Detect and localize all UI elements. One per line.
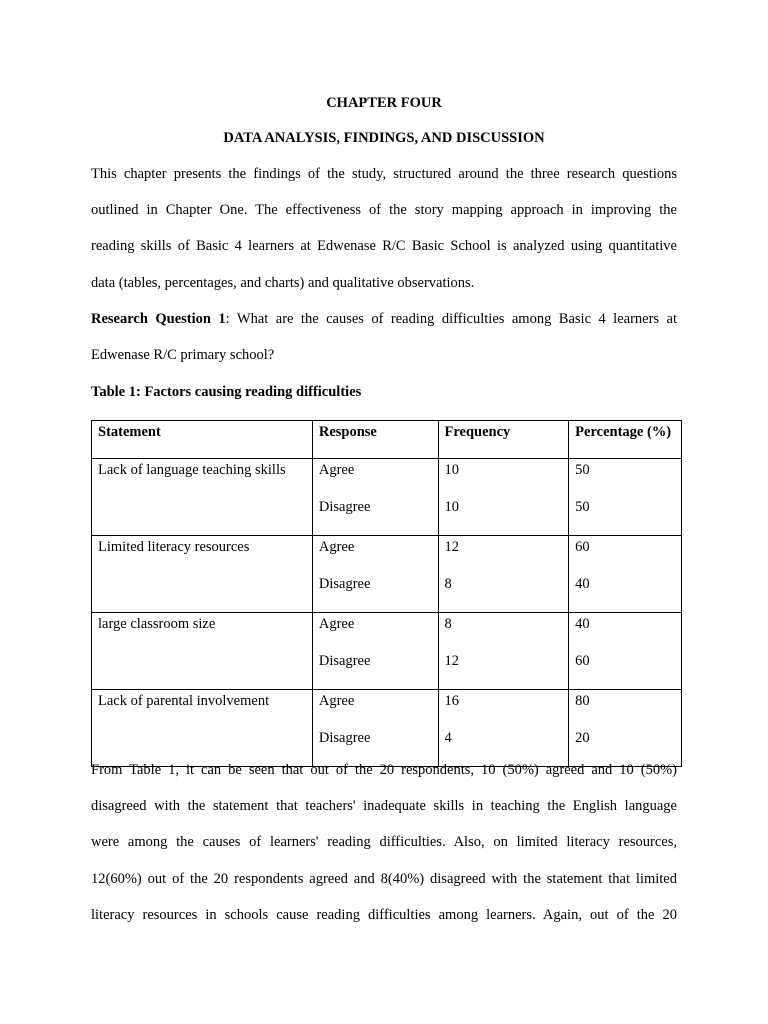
percentage-cell: 80 20 — [569, 690, 682, 767]
discussion-line: disagreed with the statement that teachers' inadequate skills in teaching the English language — [91, 798, 677, 815]
statement-cell: Limited literacy resources — [92, 536, 313, 613]
table-row — [92, 459, 682, 536]
discussion-paragraph — [91, 752, 677, 933]
statement-cell: large classroom size — [92, 613, 313, 690]
column-header-percentage: Percentage (%) — [569, 421, 682, 459]
research-question-text: : What are the causes of reading difficulties among Basic 4 learners at — [225, 311, 677, 327]
percentage-cell: 60 40 — [569, 536, 682, 613]
table-caption: Table 1: Factors causing reading difficulties — [91, 384, 362, 400]
percentage-cell: 40 60 — [569, 613, 682, 690]
intro-line: outlined in Chapter One. The effectiveness of the story mapping approach in improving the — [91, 202, 677, 219]
table-row — [92, 536, 682, 613]
column-header-response: Response — [312, 421, 438, 459]
research-question-label: Research Question 1 — [91, 311, 226, 327]
research-question-line: Edwenase R/C primary school? — [91, 347, 275, 364]
response-cell: Agree Disagree — [312, 690, 438, 767]
frequency-cell: 10 10 — [438, 459, 569, 536]
frequency-cell: 8 12 — [438, 613, 569, 690]
discussion-line: literacy resources in schools cause reading difficulties among learners. Again, out of the 20 — [91, 906, 677, 923]
response-cell: Agree Disagree — [312, 459, 438, 536]
frequency-cell: 16 4 — [438, 690, 569, 767]
chapter-subtitle: DATA ANALYSIS, FINDINGS, AND DISCUSSION — [223, 130, 545, 146]
percentage-cell: 50 50 — [569, 459, 682, 536]
discussion-line: From Table 1, it can be seen that out of the 20 respondents, 10 (50%) agreed and 10 (50%) — [91, 762, 677, 778]
column-header-frequency: Frequency — [438, 421, 569, 459]
research-question-line — [91, 301, 677, 337]
response-cell: Agree Disagree — [312, 536, 438, 613]
statement-cell: Lack of language teaching skills — [92, 459, 313, 536]
discussion-line: were among the causes of learners' reading difficulties. Also, on limited literacy resources, — [91, 834, 677, 851]
statement-cell: Lack of parental involvement — [92, 690, 313, 767]
response-cell: Agree Disagree — [312, 613, 438, 690]
intro-line: data (tables, percentages, and charts) and qualitative observations. — [91, 274, 475, 291]
frequency-cell: 12 8 — [438, 536, 569, 613]
factors-table — [91, 420, 682, 767]
research-question-paragraph — [91, 301, 677, 373]
discussion-line: 12(60%) out of the 20 respondents agreed and 8(40%) disagreed with the statement that limited — [91, 870, 677, 887]
intro-paragraph — [91, 156, 677, 301]
intro-line: This chapter presents the findings of the study, structured around the three research questions — [91, 166, 677, 182]
table-header-row — [92, 421, 682, 459]
column-header-statement: Statement — [92, 421, 313, 459]
chapter-title: CHAPTER FOUR — [326, 95, 442, 111]
table-row — [92, 613, 682, 690]
intro-line: reading skills of Basic 4 learners at Edwenase R/C Basic School is analyzed using quantitative — [91, 238, 677, 255]
